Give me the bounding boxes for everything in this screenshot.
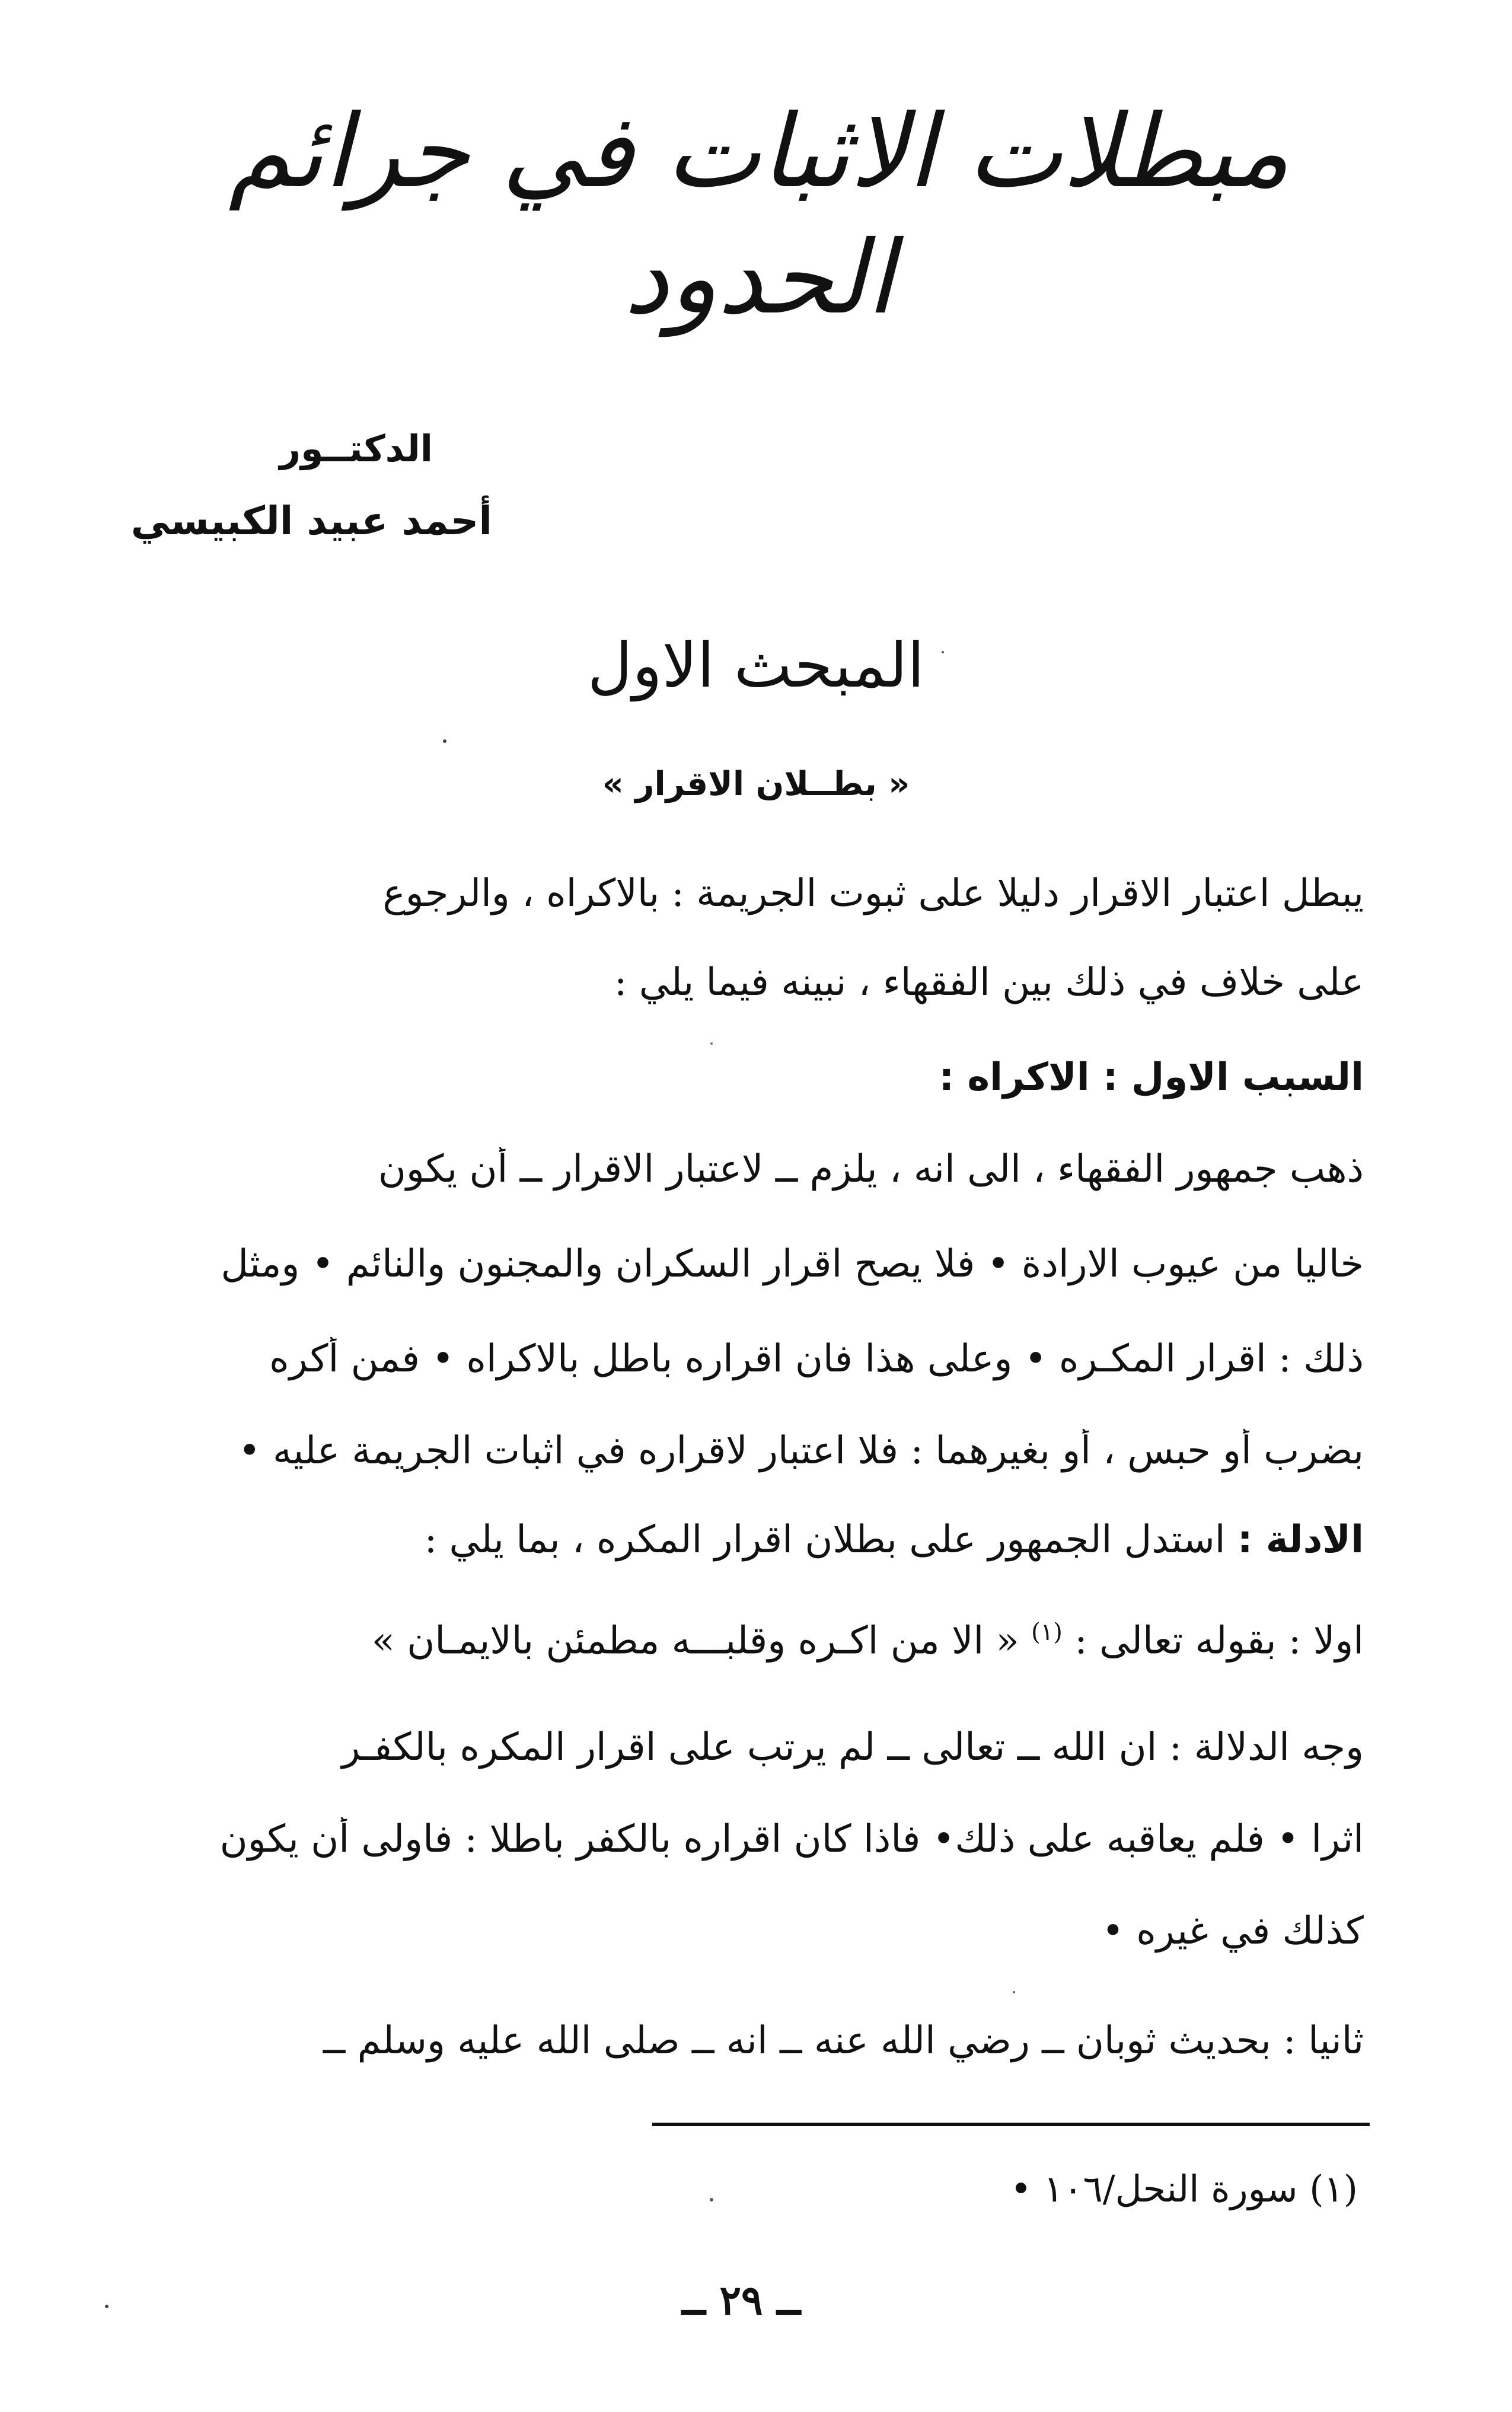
author-name: أحمد عبيد الكبيسي (130, 498, 492, 544)
footnote-divider (652, 2123, 1370, 2126)
cause-heading: السبب الاول : الاكراه : (939, 1055, 1364, 1099)
reason-line-1: وجه الدلالة : ان الله ــ تعالى ــ لم يرتب على اقرار المكره بالكفـر (342, 1725, 1364, 1769)
evidence-rest: استدل الجمهور على بطلان اقرار المكره ، بما يلي : (424, 1518, 1226, 1562)
first-evidence-line (130, 1619, 1364, 1663)
paragraph-line-3: ذلك : اقرار المكـره • وعلى هذا فان اقراره باطل بالاكراه • فمن أكره (269, 1337, 1364, 1381)
evidence-lead: الادلة : (1237, 1518, 1364, 1562)
reason-line-3: كذلك في غيره • (1102, 1909, 1364, 1953)
reason-line-2: اثرا • فلم يعاقبه على ذلك• فاذا كان اقراره بالكفر باطلا : فاولى أن يكون (219, 1817, 1364, 1861)
footnote: (١) سورة النحل/١٠٦ • (1010, 2167, 1358, 2210)
second-evidence-line: ثانيا : بحديث ثوبان ــ رضي الله عنه ــ انه ــ صلى الله عليه وسلم ــ (323, 2019, 1364, 2063)
document-title: مبطلات الاثبات في جرائم الحدود (228, 93, 1290, 337)
first-evidence-quote: « الا من اكـره وقلبـــه مطمئن بالايمـان » (371, 1619, 1019, 1663)
footnote-reference: (١) (1031, 1619, 1063, 1646)
paragraph-line-4: بضرب أو حبس ، أو بغيرهما : فلا اعتبار لاقراره في اثبات الجريمة عليه • (238, 1429, 1364, 1473)
section-subheading: « بطــلان الاقرار » (602, 765, 910, 803)
author-label: الدكتــور (279, 427, 433, 470)
page-number: ــ ٢٩ ــ (681, 2277, 801, 2324)
evidence-line (130, 1518, 1364, 1562)
first-evidence-lead: اولا : بقوله تعالى : (1074, 1619, 1364, 1663)
intro-line-1: يبطل اعتبار الاقرار دليلا على ثبوت الجريمة : بالاكراه ، والرجوع (382, 872, 1364, 915)
intro-line-2: على خلاف في ذلك بين الفقهاء ، نبينه فيما يلي : (614, 961, 1364, 1004)
paragraph-line-1: ذهب جمهور الفقهاء ، الى انه ، يلزم ــ لاعتبار الاقرار ــ أن يكون (378, 1147, 1364, 1191)
section-heading: المبحث الاول (587, 629, 925, 701)
paragraph-line-2: خاليا من عيوب الارادة • فلا يصح اقرار السكران والمجنون والنائم • ومثل (221, 1242, 1364, 1286)
